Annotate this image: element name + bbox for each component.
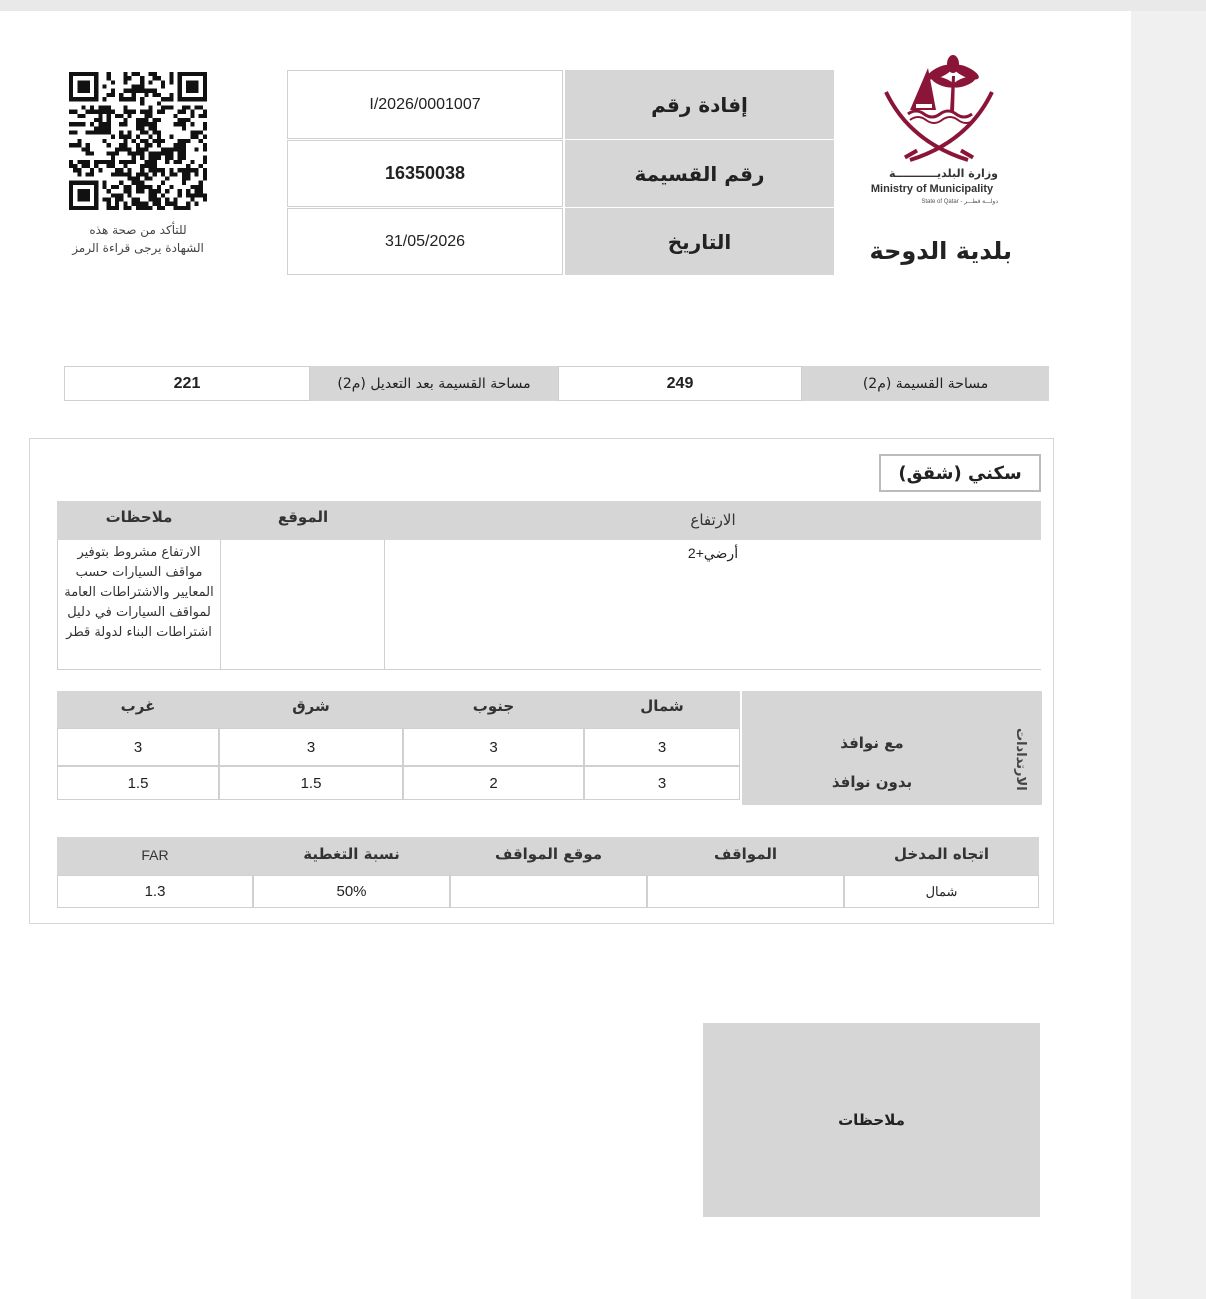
parking-header: المواقف [713, 845, 778, 863]
location-header: الموقع [277, 508, 329, 526]
entrance-value: شمال [844, 875, 1039, 908]
notes-header: ملاحظات [105, 508, 173, 526]
with-windows-south: 3 [403, 728, 584, 766]
date-label: التاريخ [565, 208, 834, 275]
setback-header-west: غرب [120, 697, 156, 715]
ref-number-label: إفادة رقم [565, 70, 834, 139]
qr-caption-line1: للتأكد من صحة هذه [89, 223, 187, 237]
adjusted-area-label: مساحة القسيمة بعد التعديل (م2) [310, 366, 558, 401]
date-value: 31/05/2026 [287, 208, 563, 275]
parking-location-value [450, 875, 647, 908]
adjusted-area-value: 221 [64, 366, 310, 401]
location-cell [221, 540, 385, 670]
qr-code [69, 72, 207, 210]
coverage-header: نسبة التغطية [303, 845, 400, 863]
usage-type: سكني (شقق) [879, 454, 1041, 492]
qr-caption [52, 221, 224, 257]
ministry-name-arabic: وزارة البلديـــــــــــة [889, 167, 998, 180]
without-windows-south: 2 [403, 766, 584, 800]
coverage-value: 50% [253, 875, 450, 908]
ref-number-value: I/2026/0001007 [287, 70, 563, 139]
ministry-name-english: Ministry of Municipality [870, 183, 994, 195]
height-header: الارتفاع [690, 511, 736, 529]
without-windows-north: 3 [584, 766, 740, 800]
plot-number-value: 16350038 [287, 140, 563, 207]
notes-value: الارتفاع مشروط بتوفير مواقف السيارات حسب المعايير والاشتراطات العامة لمواقف السيارات في دليل اشتراطات البناء لدولة قطر [64, 545, 214, 640]
parking-location-header: موقع المواقف [494, 845, 603, 863]
with-windows-north: 3 [584, 728, 740, 766]
setback-header-north: شمال [640, 697, 684, 715]
far-value: 1.3 [57, 875, 253, 908]
with-windows-label: مع نوافذ [840, 734, 904, 752]
certificate-page [0, 11, 1131, 1299]
with-windows-east: 3 [219, 728, 403, 766]
qatar-emblem-icon [880, 54, 998, 166]
with-windows-west: 3 [57, 728, 219, 766]
plot-area-value: 249 [558, 366, 802, 401]
without-windows-label: بدون نوافذ [831, 773, 913, 791]
setbacks-title: الارتدادات [1013, 728, 1028, 791]
setback-header-east: شرق [292, 697, 330, 715]
municipality-name: بلدية الدوحة [869, 237, 1012, 265]
plot-number-label: رقم القسيمة [565, 140, 834, 207]
setback-header-south: جنوب [472, 697, 515, 715]
far-header: FAR [141, 847, 169, 863]
ministry-subtitle: State of Qatar - دولـــة قطـــر [921, 199, 998, 205]
right-margin-strip [1131, 11, 1206, 1299]
qr-caption-line2: الشهادة يرجى قراءة الرمز [72, 241, 204, 255]
without-windows-east: 1.5 [219, 766, 403, 800]
top-bar [0, 0, 1206, 11]
plot-area-label: مساحة القسيمة (م2) [802, 366, 1049, 401]
remarks-box: ملاحظات [703, 1023, 1040, 1217]
entrance-header: اتجاه المدخل [894, 845, 989, 863]
height-value: أرضي+2 [687, 545, 739, 561]
without-windows-west: 1.5 [57, 766, 219, 800]
parking-value [647, 875, 844, 908]
